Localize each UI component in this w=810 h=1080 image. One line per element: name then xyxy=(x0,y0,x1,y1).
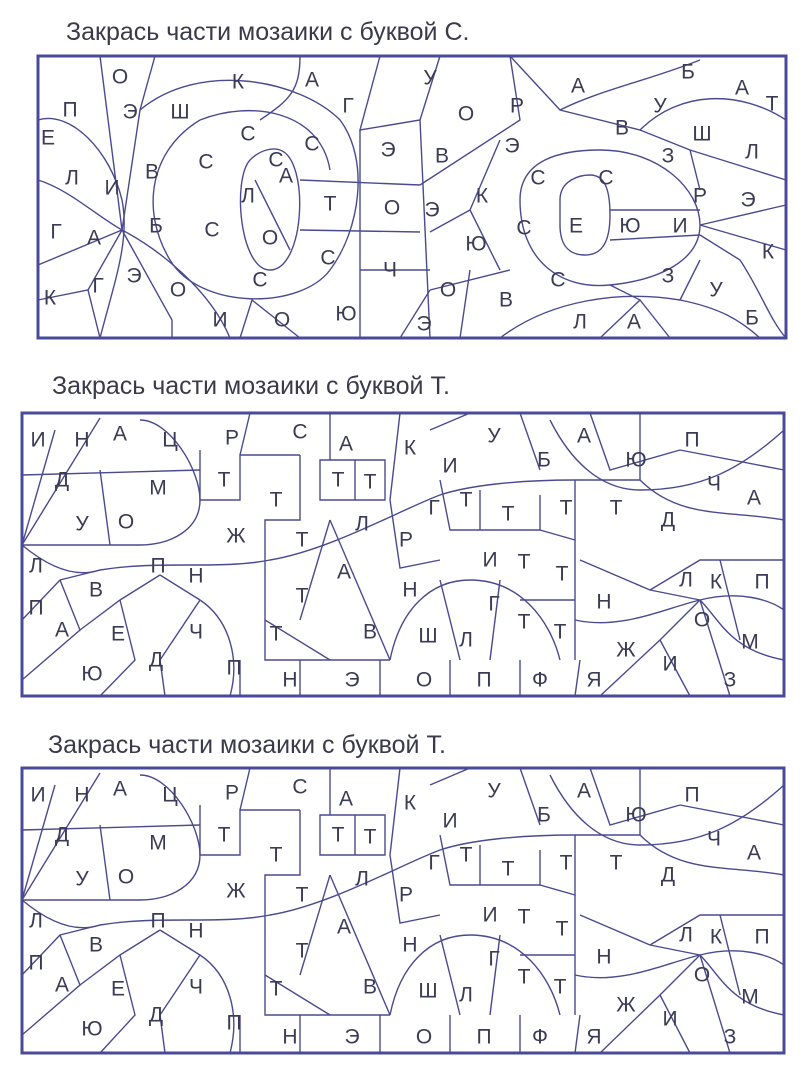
mosaic-letter: Я xyxy=(586,1025,602,1049)
mosaic-letter: А xyxy=(86,226,102,250)
mosaic-letter: Г xyxy=(428,851,440,875)
mosaic-letter: Л xyxy=(459,628,473,652)
mosaic-letter: У xyxy=(487,779,501,803)
mosaic-letter: Л xyxy=(65,166,79,190)
mosaic-letter: Ю xyxy=(335,302,357,326)
mosaic-letter: О xyxy=(383,196,401,220)
mosaic-letter: О xyxy=(457,102,475,126)
mosaic-letter: Т xyxy=(501,857,515,881)
mosaic-2 xyxy=(22,413,784,696)
mosaic-letter: З xyxy=(723,668,737,692)
mosaic-letter: П xyxy=(476,668,492,692)
mosaic-letter: П xyxy=(150,554,166,578)
mosaic-letter: Т xyxy=(517,965,531,989)
mosaic-letter: А xyxy=(336,560,352,584)
mosaic-letter: Т xyxy=(559,496,573,520)
mosaic-letter: С xyxy=(598,166,614,190)
mosaic-letter: Т xyxy=(609,496,623,520)
mosaic-letter: С xyxy=(240,122,256,146)
mosaic-letter: Л xyxy=(459,983,473,1007)
mosaic-letter: А xyxy=(304,68,320,92)
mosaic-letter: Т xyxy=(269,843,283,867)
mosaic-letter: Г xyxy=(488,592,500,616)
mosaic-letter: К xyxy=(709,925,723,949)
mosaic-letter: Л xyxy=(745,140,759,164)
mosaic-letter: Р xyxy=(224,781,240,805)
mosaic-letter: Ж xyxy=(226,524,246,548)
mosaic-letter: С xyxy=(252,268,268,292)
mosaic-letter: Т xyxy=(295,939,309,963)
mosaic-letter: Ч xyxy=(189,975,203,999)
mosaic-letter: Б xyxy=(681,60,695,84)
mosaic-letter: Л xyxy=(679,568,693,592)
mosaic-letter: И xyxy=(672,214,688,238)
mosaic-letter: Т xyxy=(331,823,345,847)
mosaic-letter: Ю xyxy=(465,232,487,256)
mosaic-letter: Т xyxy=(459,843,473,867)
mosaic-letter: Б xyxy=(745,306,759,330)
mosaic-letter: Т xyxy=(459,488,473,512)
mosaic-letter: Ч xyxy=(383,258,397,282)
mosaic-letter: У xyxy=(487,424,501,448)
mosaic-letter: О xyxy=(111,65,129,89)
mosaic-letter: П xyxy=(62,98,78,122)
mosaic-letter: А xyxy=(112,422,128,446)
mosaic-letter: Т xyxy=(765,92,779,116)
mosaic-letter: Д xyxy=(660,863,676,887)
mosaic-letter: А xyxy=(746,486,762,510)
mosaic-letter: И xyxy=(662,1007,678,1031)
mosaic-letter: М xyxy=(149,831,167,855)
mosaic-letter: Г xyxy=(50,220,62,244)
mosaic-letter: Ч xyxy=(707,472,721,496)
mosaic-letter: Ц xyxy=(162,783,178,807)
mosaic-letter: Т xyxy=(517,550,531,574)
mosaic-letter: С xyxy=(530,166,546,190)
mosaic-letter: К xyxy=(43,286,57,310)
mosaic-letter: Т xyxy=(269,488,283,512)
mosaic-letter: В xyxy=(498,288,514,312)
task-3-title: Закрась части мозаики с буквой Т. xyxy=(48,731,446,759)
mosaic-letter: Р xyxy=(398,528,414,552)
mosaic-letter: Е xyxy=(568,214,584,238)
mosaic-letter: И xyxy=(104,176,120,200)
mosaic-letter: С xyxy=(550,268,566,292)
mosaic-letter: Л xyxy=(29,909,43,933)
mosaic-letter: Т xyxy=(217,823,231,847)
mosaic-letter: М xyxy=(741,985,759,1009)
mosaic-letter: Р xyxy=(224,426,240,450)
mosaic-letter: Р xyxy=(692,184,708,208)
mosaic-letter: У xyxy=(75,867,89,891)
mosaic-letter: В xyxy=(362,620,378,644)
mosaic-letter: Б xyxy=(537,448,551,472)
mosaic-letter: Т xyxy=(269,622,283,646)
mosaic-letter: Э xyxy=(740,188,756,212)
mosaic-letter: К xyxy=(403,791,417,815)
mosaic-letter: Т xyxy=(363,470,377,494)
mosaic-letter: С xyxy=(516,216,532,240)
mosaic-letter: К xyxy=(709,570,723,594)
mosaic-letter: Т xyxy=(323,192,337,216)
mosaic-letter: А xyxy=(54,973,70,997)
mosaic-letter: Б xyxy=(537,803,551,827)
mosaic-letter: Т xyxy=(269,977,283,1001)
mosaic-letter: Л xyxy=(679,923,693,947)
mosaic-letter: М xyxy=(741,630,759,654)
mosaic-letter: Н xyxy=(74,428,90,452)
mosaic-letter: Н xyxy=(74,783,90,807)
mosaic-letter: Э xyxy=(126,264,142,288)
mosaic-letter: К xyxy=(475,184,489,208)
mosaic-letter: Б xyxy=(149,214,163,238)
mosaic-1-lines xyxy=(38,56,786,338)
mosaic-letter: Н xyxy=(402,578,418,602)
mosaic-letter: П xyxy=(226,1011,242,1035)
mosaic-1-frame xyxy=(38,56,786,338)
mosaic-letter: А xyxy=(338,787,354,811)
mosaic-letter: Ш xyxy=(418,624,438,648)
mosaic-letter: И xyxy=(482,903,498,927)
mosaic-letter: Ю xyxy=(81,1017,103,1041)
mosaic-letter: У xyxy=(75,512,89,536)
mosaic-letter: Г xyxy=(92,274,104,298)
mosaic-letter: О xyxy=(693,963,711,987)
mosaic-letter: П xyxy=(754,925,770,949)
mosaic-letter: Э xyxy=(344,1025,360,1049)
mosaic-letter: Т xyxy=(559,851,573,875)
mosaic-letter: П xyxy=(150,909,166,933)
mosaic-letter: Д xyxy=(148,1003,164,1027)
mosaic-letter: Н xyxy=(282,1025,298,1049)
mosaic-letter: О xyxy=(273,308,291,332)
mosaic-letter: Р xyxy=(509,94,525,118)
mosaic-letter: Ш xyxy=(692,122,712,146)
mosaic-letter: Ж xyxy=(226,879,246,903)
mosaic-letter: Т xyxy=(331,468,345,492)
mosaic-letter: И xyxy=(442,454,458,478)
mosaic-letter: Ю xyxy=(625,448,647,472)
mosaic-letter: Н xyxy=(282,668,298,692)
mosaic-letter: П xyxy=(226,656,242,680)
mosaic-letter: Н xyxy=(188,564,204,588)
mosaic-letter: Т xyxy=(295,883,309,907)
mosaic-letter: А xyxy=(626,310,642,334)
mosaic-letter: З xyxy=(661,264,675,288)
mosaic-letter: В xyxy=(88,933,104,957)
mosaic-letter: Ф xyxy=(532,1025,548,1049)
mosaic-letter: И xyxy=(212,308,228,332)
mosaic-letter: О xyxy=(117,865,135,889)
mosaic-letter: А xyxy=(112,777,128,801)
mosaic-letter: О xyxy=(261,226,279,250)
mosaic-letter: Д xyxy=(54,823,70,847)
mosaic-letter: А xyxy=(338,432,354,456)
mosaic-letter: Т xyxy=(553,620,567,644)
mosaic-letter: А xyxy=(570,74,586,98)
mosaic-letter: З xyxy=(661,144,675,168)
mosaic-letter: А xyxy=(734,76,750,100)
mosaic-letter: Г xyxy=(428,496,440,520)
mosaic-letter: К xyxy=(231,70,245,94)
mosaic-letter: И xyxy=(482,548,498,572)
mosaic-letter: Я xyxy=(586,668,602,692)
mosaic-letter: Д xyxy=(148,648,164,672)
mosaic-letter: О xyxy=(169,278,187,302)
mosaic-letter: Т xyxy=(217,468,231,492)
mosaic-letter: А xyxy=(336,915,352,939)
mosaic-letter: Г xyxy=(342,94,354,118)
mosaic-letter: Т xyxy=(295,528,309,552)
task-2-title: Закрась части мозаики с буквой Т. xyxy=(52,372,450,400)
mosaic-letter: С xyxy=(292,420,308,444)
mosaic-letter: П xyxy=(684,783,700,807)
mosaic-letter: И xyxy=(442,809,458,833)
mosaic-letter: А xyxy=(54,618,70,642)
mosaic-letter: А xyxy=(278,164,294,188)
mosaic-letter: Ю xyxy=(81,662,103,686)
mosaic-letter: Д xyxy=(660,508,676,532)
mosaic-letter: Ю xyxy=(619,214,641,238)
mosaic-letter: С xyxy=(304,132,320,156)
mosaic-letter: Ю xyxy=(625,803,647,827)
mosaic-letter: Т xyxy=(609,851,623,875)
mosaic-letter: О xyxy=(117,510,135,534)
mosaic-letter: П xyxy=(28,596,44,620)
mosaic-letter: Н xyxy=(596,945,612,969)
mosaic-letter: В xyxy=(434,144,450,168)
mosaic-letter: М xyxy=(149,476,167,500)
mosaic-letter: Э xyxy=(122,100,138,124)
mosaic-letter: В xyxy=(362,975,378,999)
mosaic-letter: Р xyxy=(398,883,414,907)
mosaic-letter: И xyxy=(30,783,46,807)
mosaic-letter: Д xyxy=(54,468,70,492)
mosaic-letter: Т xyxy=(501,502,515,526)
mosaic-letter: С xyxy=(320,246,336,270)
mosaic-letter: Ф xyxy=(532,668,548,692)
mosaic-letter: А xyxy=(576,779,592,803)
mosaic-letter: Л xyxy=(573,310,587,334)
mosaic-letter: О xyxy=(693,608,711,632)
mosaic-2-letters xyxy=(28,421,769,692)
mosaic-letter: Г xyxy=(488,947,500,971)
mosaic-letter: П xyxy=(28,951,44,975)
mosaic-letter: И xyxy=(662,652,678,676)
mosaic-letter: Ч xyxy=(189,620,203,644)
mosaic-letter: П xyxy=(684,428,700,452)
mosaic-letter: Т xyxy=(555,917,569,941)
mosaic-letter: Ц xyxy=(162,428,178,452)
mosaic-letter: Э xyxy=(424,198,440,222)
mosaic-letter: У xyxy=(709,278,723,302)
mosaic-letter: К xyxy=(761,240,775,264)
mosaic-letter: Л xyxy=(29,554,43,578)
mosaic-letter: Е xyxy=(40,126,56,150)
mosaic-letter: Т xyxy=(295,584,309,608)
mosaic-letter: Л xyxy=(355,867,369,891)
mosaic-letter: Ш xyxy=(418,979,438,1003)
mosaic-letter: В xyxy=(144,160,160,184)
mosaic-letter: О xyxy=(415,1025,433,1049)
mosaic-letter: У xyxy=(423,66,437,90)
mosaic-letter: Ж xyxy=(616,638,636,662)
mosaic-letter: Н xyxy=(402,933,418,957)
mosaic-letter: С xyxy=(198,150,214,174)
mosaic-letter: З xyxy=(723,1025,737,1049)
mosaic-letter: А xyxy=(576,424,592,448)
mosaic-letter: Ж xyxy=(616,993,636,1017)
mosaic-letter: О xyxy=(415,668,433,692)
mosaic-letter: П xyxy=(476,1025,492,1049)
mosaic-letter: Э xyxy=(344,668,360,692)
mosaic-letter: Э xyxy=(504,134,520,158)
mosaic-letter: Э xyxy=(380,138,396,162)
mosaic-letter: Т xyxy=(517,905,531,929)
mosaic-letter: А xyxy=(746,841,762,865)
mosaic-letter: В xyxy=(88,578,104,602)
mosaic-letter: Ч xyxy=(707,827,721,851)
mosaic-letter: У xyxy=(653,94,667,118)
mosaic-letter: Н xyxy=(596,590,612,614)
mosaic-letter: В xyxy=(614,116,630,140)
mosaic-letter: О xyxy=(439,278,457,302)
mosaic-3 xyxy=(22,768,784,1053)
mosaic-letter: Л xyxy=(241,184,255,208)
mosaic-letter: Л xyxy=(355,512,369,536)
task-1-title: Закрась части мозаики с буквой С. xyxy=(66,18,470,46)
mosaic-letter: Т xyxy=(517,610,531,634)
mosaic-letter: И xyxy=(30,428,46,452)
mosaic-letter: Ш xyxy=(170,100,190,124)
mosaic-letter: С xyxy=(268,148,284,172)
mosaic-letter: Е xyxy=(110,977,126,1001)
mosaic-letter: Т xyxy=(555,562,569,586)
mosaic-letter: Э xyxy=(416,312,432,336)
mosaic-letter: Т xyxy=(553,975,567,999)
mosaic-letter: П xyxy=(754,570,770,594)
mosaic-letter: С xyxy=(204,218,220,242)
mosaic-letter: С xyxy=(292,775,308,799)
mosaic-letter: Е xyxy=(110,622,126,646)
mosaic-letter: К xyxy=(403,436,417,460)
mosaic-letter: Н xyxy=(188,919,204,943)
mosaic-letter: Т xyxy=(363,825,377,849)
mosaic-1 xyxy=(38,56,786,338)
